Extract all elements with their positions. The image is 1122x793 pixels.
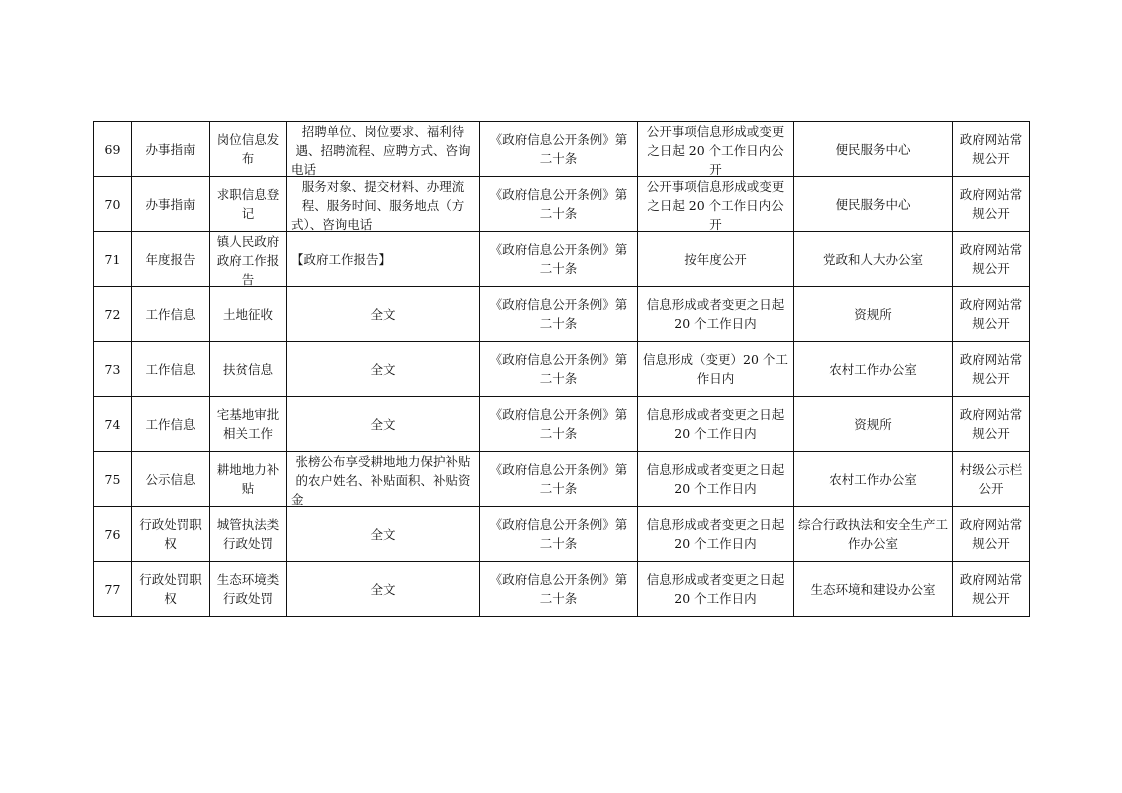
cell-basis-text: 《政府信息公开条例》第二十条 bbox=[489, 407, 628, 441]
cell-department bbox=[794, 287, 953, 342]
cell-number bbox=[94, 287, 132, 342]
cell-content-text: 全文 bbox=[370, 306, 396, 322]
cell-item bbox=[210, 342, 287, 397]
cell-channel-text: 政府网站常规公开 bbox=[959, 242, 1023, 276]
cell-number bbox=[94, 232, 132, 287]
cell-timeline bbox=[638, 177, 794, 232]
table-row bbox=[94, 287, 1030, 342]
cell-basis-text: 《政府信息公开条例》第二十条 bbox=[489, 572, 628, 606]
cell-number bbox=[94, 122, 132, 177]
cell-basis-text: 《政府信息公开条例》第二十条 bbox=[489, 517, 628, 551]
cell-number-text: 74 bbox=[104, 416, 121, 432]
disclosure-table bbox=[93, 121, 1030, 617]
cell-department bbox=[794, 177, 953, 232]
cell-number bbox=[94, 342, 132, 397]
cell-category-text: 办事指南 bbox=[145, 141, 196, 157]
cell-department bbox=[794, 232, 953, 287]
cell-category-text: 办事指南 bbox=[145, 196, 196, 212]
cell-department bbox=[794, 397, 953, 452]
cell-channel bbox=[953, 452, 1030, 507]
cell-item bbox=[210, 562, 287, 617]
cell-content-text: 全文 bbox=[370, 416, 396, 432]
cell-item bbox=[210, 507, 287, 562]
cell-channel-text: 政府网站常规公开 bbox=[959, 407, 1023, 441]
cell-basis-text: 《政府信息公开条例》第二十条 bbox=[489, 242, 628, 276]
cell-timeline bbox=[638, 287, 794, 342]
cell-timeline-text: 信息形成或者变更之日起 20 个工作日内 bbox=[646, 297, 785, 331]
cell-category bbox=[132, 177, 210, 232]
cell-basis-text: 《政府信息公开条例》第二十条 bbox=[489, 132, 628, 166]
cell-number-text: 71 bbox=[104, 251, 121, 267]
cell-content-text: 张榜公布享受耕地地力保护补贴的农户姓名、补贴面积、补贴资金 bbox=[291, 454, 471, 506]
cell-item bbox=[210, 177, 287, 232]
cell-item-text: 扶贫信息 bbox=[222, 361, 273, 377]
cell-category bbox=[132, 562, 210, 617]
cell-timeline-text: 公开事项信息形成或变更之日起 20 个工作日内公开 bbox=[646, 124, 785, 176]
cell-channel bbox=[953, 342, 1030, 397]
cell-number-text: 73 bbox=[104, 361, 121, 377]
cell-timeline-text: 信息形成或者变更之日起 20 个工作日内 bbox=[646, 407, 785, 441]
cell-item-text: 岗位信息发布 bbox=[216, 132, 280, 166]
cell-content-text: 服务对象、提交材料、办理流程、服务时间、服务地点（方式）、咨询电话 bbox=[291, 179, 465, 231]
cell-item-text: 求职信息登记 bbox=[216, 187, 280, 221]
cell-category bbox=[132, 342, 210, 397]
cell-department bbox=[794, 452, 953, 507]
cell-channel bbox=[953, 562, 1030, 617]
cell-timeline-text: 信息形成（变更）20 个工作日内 bbox=[643, 352, 788, 386]
cell-content-text: 【政府工作报告】 bbox=[291, 251, 392, 267]
cell-department-text: 资规所 bbox=[854, 306, 892, 322]
cell-department bbox=[794, 122, 953, 177]
cell-basis bbox=[480, 342, 638, 397]
cell-number-text: 77 bbox=[104, 581, 121, 597]
cell-content bbox=[287, 122, 480, 177]
table-row bbox=[94, 507, 1030, 562]
cell-channel bbox=[953, 397, 1030, 452]
cell-channel bbox=[953, 177, 1030, 232]
cell-number-text: 76 bbox=[104, 526, 121, 542]
cell-category-text: 年度报告 bbox=[145, 251, 196, 267]
table-row bbox=[94, 177, 1030, 232]
table-row bbox=[94, 562, 1030, 617]
cell-content bbox=[287, 342, 480, 397]
cell-item bbox=[210, 232, 287, 287]
cell-item-text: 耕地地力补贴 bbox=[216, 462, 280, 496]
cell-content bbox=[287, 287, 480, 342]
table-row bbox=[94, 452, 1030, 507]
cell-category-text: 行政处罚职权 bbox=[139, 572, 202, 606]
cell-category-text: 行政处罚职权 bbox=[139, 517, 202, 551]
cell-category-text: 公示信息 bbox=[145, 471, 196, 487]
cell-item-text: 宅基地审批相关工作 bbox=[216, 407, 280, 441]
cell-number bbox=[94, 507, 132, 562]
cell-basis-text: 《政府信息公开条例》第二十条 bbox=[489, 187, 628, 221]
cell-content bbox=[287, 232, 480, 287]
cell-basis bbox=[480, 452, 638, 507]
cell-channel-text: 政府网站常规公开 bbox=[959, 352, 1023, 386]
cell-content-text: 全文 bbox=[370, 581, 396, 597]
table-row bbox=[94, 342, 1030, 397]
cell-item-text: 土地征收 bbox=[222, 306, 273, 322]
cell-content bbox=[287, 177, 480, 232]
cell-channel-text: 政府网站常规公开 bbox=[959, 132, 1023, 166]
cell-department bbox=[794, 507, 953, 562]
cell-timeline bbox=[638, 397, 794, 452]
cell-basis bbox=[480, 122, 638, 177]
cell-content-text: 招聘单位、岗位要求、福利待遇、招聘流程、应聘方式、咨询电话 bbox=[291, 124, 471, 176]
cell-category bbox=[132, 122, 210, 177]
cell-category-text: 工作信息 bbox=[145, 361, 196, 377]
cell-number-text: 72 bbox=[104, 306, 121, 322]
cell-item bbox=[210, 122, 287, 177]
cell-timeline bbox=[638, 122, 794, 177]
cell-item bbox=[210, 287, 287, 342]
cell-content bbox=[287, 452, 480, 507]
cell-basis bbox=[480, 232, 638, 287]
cell-timeline-text: 公开事项信息形成或变更之日起 20 个工作日内公开 bbox=[646, 179, 785, 231]
cell-basis bbox=[480, 397, 638, 452]
cell-category-text: 工作信息 bbox=[145, 306, 196, 322]
cell-timeline-text: 按年度公开 bbox=[684, 251, 747, 267]
cell-department-text: 农村工作办公室 bbox=[829, 471, 917, 487]
cell-item bbox=[210, 452, 287, 507]
cell-content bbox=[287, 507, 480, 562]
cell-number-text: 69 bbox=[104, 141, 121, 157]
cell-basis-text: 《政府信息公开条例》第二十条 bbox=[489, 297, 628, 331]
cell-department-text: 资规所 bbox=[854, 416, 892, 432]
cell-channel-text: 政府网站常规公开 bbox=[959, 297, 1023, 331]
table-row bbox=[94, 232, 1030, 287]
cell-department-text: 便民服务中心 bbox=[835, 141, 911, 157]
cell-channel bbox=[953, 232, 1030, 287]
cell-channel bbox=[953, 287, 1030, 342]
cell-timeline bbox=[638, 562, 794, 617]
cell-number bbox=[94, 177, 132, 232]
cell-department-text: 党政和人大办公室 bbox=[822, 251, 923, 267]
cell-timeline bbox=[638, 342, 794, 397]
cell-basis-text: 《政府信息公开条例》第二十条 bbox=[489, 462, 628, 496]
cell-department bbox=[794, 342, 953, 397]
cell-basis bbox=[480, 177, 638, 232]
cell-department bbox=[794, 562, 953, 617]
cell-category-text: 工作信息 bbox=[145, 416, 196, 432]
table-row bbox=[94, 122, 1030, 177]
cell-category bbox=[132, 397, 210, 452]
cell-basis bbox=[480, 562, 638, 617]
cell-timeline bbox=[638, 452, 794, 507]
cell-channel-text: 村级公示栏公开 bbox=[959, 462, 1023, 496]
cell-number bbox=[94, 397, 132, 452]
cell-content-text: 全文 bbox=[370, 361, 396, 377]
cell-channel bbox=[953, 507, 1030, 562]
cell-number-text: 75 bbox=[104, 471, 121, 487]
cell-item bbox=[210, 397, 287, 452]
cell-category bbox=[132, 507, 210, 562]
cell-content bbox=[287, 397, 480, 452]
cell-number bbox=[94, 452, 132, 507]
cell-timeline-text: 信息形成或者变更之日起 20 个工作日内 bbox=[646, 462, 785, 496]
cell-department-text: 综合行政执法和安全生产工作办公室 bbox=[798, 517, 948, 551]
cell-timeline-text: 信息形成或者变更之日起 20 个工作日内 bbox=[646, 517, 785, 551]
cell-channel-text: 政府网站常规公开 bbox=[959, 517, 1023, 551]
cell-category bbox=[132, 232, 210, 287]
cell-basis bbox=[480, 287, 638, 342]
cell-item-text: 镇人民政府政府工作报告 bbox=[216, 234, 280, 286]
cell-timeline-text: 信息形成或者变更之日起 20 个工作日内 bbox=[646, 572, 785, 606]
cell-department-text: 便民服务中心 bbox=[835, 196, 911, 212]
cell-basis bbox=[480, 507, 638, 562]
cell-content-text: 全文 bbox=[370, 526, 396, 542]
cell-timeline bbox=[638, 507, 794, 562]
cell-timeline bbox=[638, 232, 794, 287]
cell-content bbox=[287, 562, 480, 617]
cell-channel bbox=[953, 122, 1030, 177]
cell-item-text: 生态环境类行政处罚 bbox=[216, 572, 280, 606]
cell-department-text: 生态环境和建设办公室 bbox=[810, 581, 936, 597]
cell-basis-text: 《政府信息公开条例》第二十条 bbox=[489, 352, 628, 386]
table-row bbox=[94, 397, 1030, 452]
cell-channel-text: 政府网站常规公开 bbox=[959, 187, 1023, 221]
cell-number-text: 70 bbox=[104, 196, 121, 212]
cell-category bbox=[132, 287, 210, 342]
cell-channel-text: 政府网站常规公开 bbox=[959, 572, 1023, 606]
cell-number bbox=[94, 562, 132, 617]
cell-department-text: 农村工作办公室 bbox=[829, 361, 917, 377]
cell-item-text: 城管执法类行政处罚 bbox=[216, 517, 280, 551]
cell-category bbox=[132, 452, 210, 507]
